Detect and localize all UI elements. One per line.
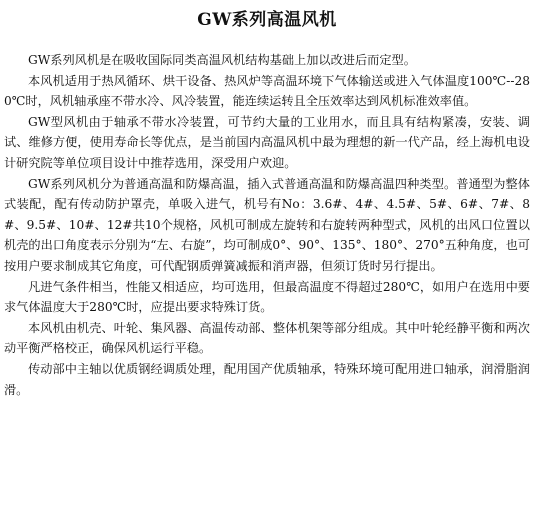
paragraph-composition: 本风机由机壳、叶轮、集风器、高温传动部、整体机架等部分组成。其中叶轮经静平衡和两次动平衡严格校正，确保风机运行平稳。 bbox=[4, 320, 530, 356]
paragraph-transmission: 传动部中主轴以优质钢经调质处理，配用国产优质轴承，特殊环境可配用进口轴承，润滑脂润滑。 bbox=[4, 361, 530, 397]
paragraph-intro: GW系列风机是在吸收国际同类高温风机结构基础上加以改进后而定型。 bbox=[28, 53, 416, 67]
paragraph-types: GW系列风机分为普通高温和防爆高温，插入式普通高温和防爆高温四种类型。普通型为整体式装配，配有传动防护罩壳，单吸入进气，机号有No：3.6#、4#、4.5#、5#、6#、7#、8#、9.5#、10#、12#共10个规格，风机可制成左旋转和右旋转两种型式，风机的出风口位置以机壳的出口角度表示分别为“左、右旋”，均可制成0°、90°、135°、180°、270°五种角度，也可按用户要求制成其它角度，可代配钢质弹簧减振和消声器，但须订货时另行提出。 bbox=[4, 176, 530, 273]
paragraph-application: 本风机适用于热风循环、烘干设备、热风炉等高温环境下气体输送或进入气体温度100℃--280℃时，风机轴承座不带水冷、风冷装置，能连续运转且全压效率达到风机标准效率值。 bbox=[4, 73, 530, 109]
paragraph-advantages: GW型风机由于轴承不带水冷装置，可节约大量的工业用水，而且具有结构紧凑，安装、调试、维修方便，使用寿命长等优点，是当前国内高温风机中最为理想的新一代产品，经上海机电设计研究院等单位项目设计中推荐选用，深受用户欢迎。 bbox=[4, 114, 530, 170]
document-body bbox=[4, 50, 530, 400]
paragraph-selection: 凡进气条件相当，性能又相适应，均可选用，但最高温度不得超过280℃，如用户在选用中要求气体温度大于280℃时，应提出要求特殊订货。 bbox=[4, 279, 530, 315]
document-title: GW系列高温风机 bbox=[197, 10, 337, 30]
